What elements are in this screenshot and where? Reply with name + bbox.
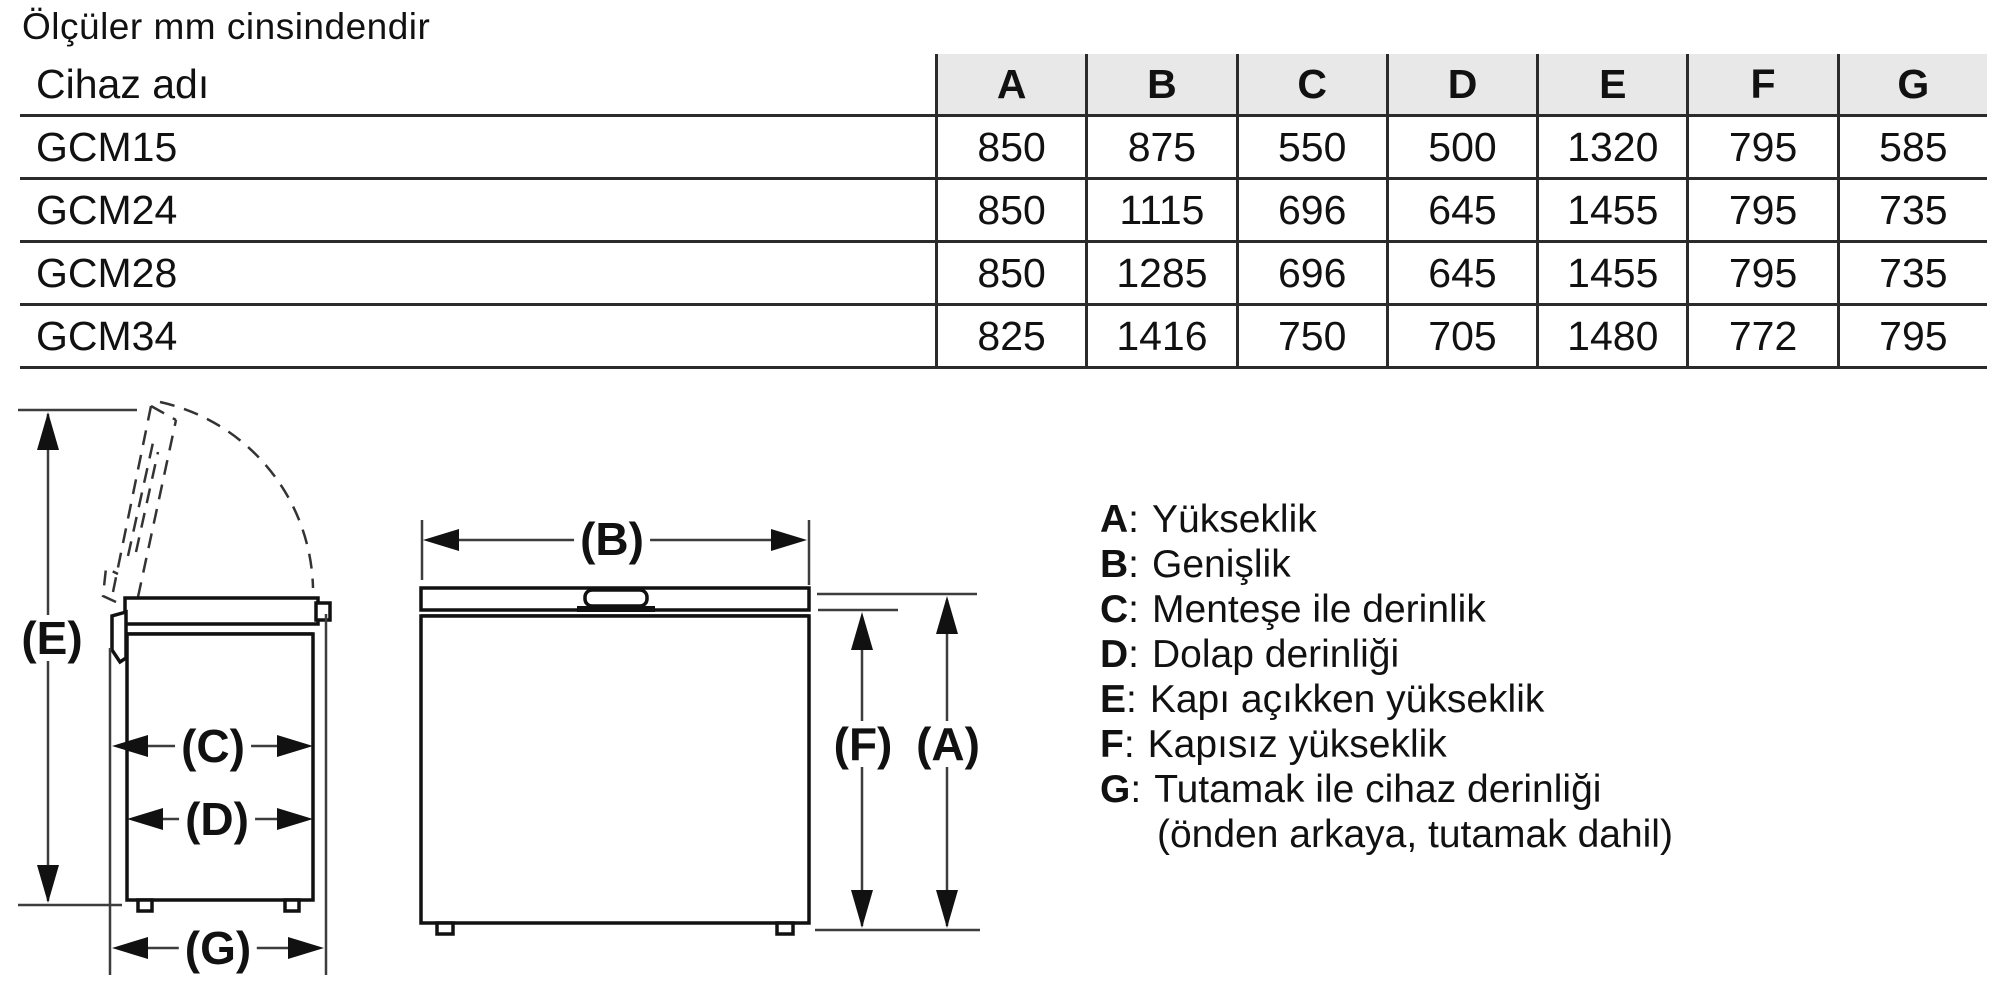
legend-item-g: G: Tutamak ile cihaz derinliği [1100,768,1602,811]
column-header: E [1536,54,1686,114]
dimension-label-c: (C) [175,723,251,769]
table-cell: 795 [1686,117,1836,177]
legend-item-c: C: Menteşe ile derinlik [1100,588,1486,631]
table-cell: 500 [1386,117,1536,177]
table-cell: 696 [1236,180,1386,240]
column-header: D [1386,54,1536,114]
legend-item-f: F: Kapısız yükseklik [1100,723,1447,766]
page-title: Ölçüler mm cinsindendir [22,6,431,47]
dimension-label-f: (F) [828,721,899,767]
table-cell: 795 [1686,243,1836,303]
legend-item-g-note: (önden arkaya, tutamak dahil) [1157,813,1673,856]
table-cell: 875 [1085,117,1235,177]
model-name: GCM24 [36,186,178,233]
dimension-label-g: (G) [179,925,257,971]
table-cell: 696 [1236,243,1386,303]
dimension-label-b: (B) [574,516,650,562]
table-cell: 850 [935,243,1085,303]
legend-item-a: A: Yükseklik [1100,498,1317,541]
table-cell: 1416 [1085,306,1235,366]
dimension-legend [1100,497,1673,857]
table-cell: 705 [1386,306,1536,366]
legend-item-b: B: Genişlik [1100,543,1291,586]
table-cell: 795 [1837,306,1987,366]
table-cell: 645 [1386,243,1536,303]
column-header: G [1837,54,1987,114]
dimension-label-e: (E) [15,615,88,661]
dimension-label-d: (D) [179,796,255,842]
table-cell: 1320 [1536,117,1686,177]
table-cell: 585 [1837,117,1987,177]
column-header: C [1236,54,1386,114]
table-cell: 735 [1837,180,1987,240]
table-cell: 772 [1686,306,1836,366]
table-cell: 1115 [1085,180,1235,240]
legend-item-d: D: Dolap derinliği [1100,633,1400,676]
table-cell: 825 [935,306,1085,366]
column-header-device-name: Cihaz adı [36,60,210,107]
table-cell: 645 [1386,180,1536,240]
table-cell: 550 [1236,117,1386,177]
table-cell: 795 [1686,180,1836,240]
model-name: GCM28 [36,249,178,296]
table-cell: 1455 [1536,243,1686,303]
side-view-diagram [18,402,330,975]
table-cell: 750 [1236,306,1386,366]
legend-item-e: E: Kapı açıkken yükseklik [1100,678,1545,721]
column-header: B [1085,54,1235,114]
table-cell: 1455 [1536,180,1686,240]
dimension-label-a: (A) [910,721,986,767]
model-name: GCM34 [36,312,178,359]
table-cell: 1480 [1536,306,1686,366]
table-cell: 850 [935,180,1085,240]
column-header: F [1686,54,1836,114]
model-name: GCM15 [36,123,178,170]
table-cell: 735 [1837,243,1987,303]
column-header: A [935,54,1085,114]
table-cell: 1285 [1085,243,1235,303]
table-cell: 850 [935,117,1085,177]
